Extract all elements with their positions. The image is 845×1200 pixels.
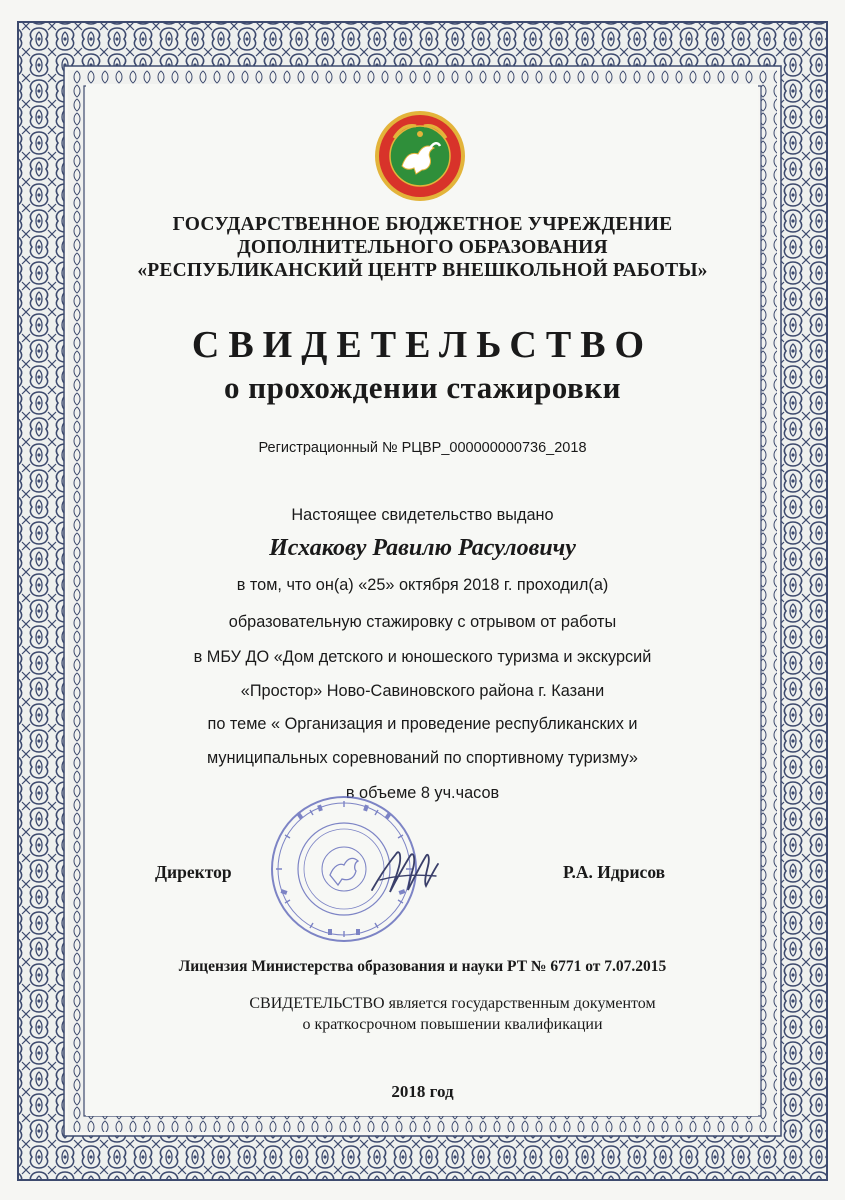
body-line-1: в том, что он(а) «25» октября 2018 г. проходил(а) (236, 576, 609, 594)
director-label: Директор (155, 862, 232, 882)
issued-to-text: Настоящее свидетельство выдано (291, 506, 554, 524)
note-line-1: СВИДЕТЕЛЬСТВО является государственным документом (249, 995, 656, 1012)
organization-line-3: «РЕСПУБЛИКАНСКИЙ ЦЕНТР ВНЕШКОЛЬНОЙ РАБОТЫ» (137, 260, 708, 281)
body-line-6: муниципальных соревнований по спортивному туризму» (206, 749, 638, 767)
issue-year: 2018 год (391, 1082, 454, 1101)
note-line-2: о краткосрочном повышении квалификации (302, 1016, 603, 1033)
recipient-name: Исхакову Равилю Расуловичу (269, 535, 576, 561)
handwritten-signature-icon (366, 836, 446, 900)
body-line-7: в объеме 8 уч.часов (345, 784, 500, 802)
body-line-4: «Простор» Ново-Савиновского района г. Казани (240, 682, 605, 700)
certificate-title: СВИДЕТЕЛЬСТВО (191, 324, 654, 366)
tatarstan-emblem-icon (372, 108, 468, 204)
body-line-3: в МБУ ДО «Дом детского и юношеского туризма и экскурсий (193, 648, 652, 666)
body-line-2: образовательную стажировку с отрывом от работы (228, 613, 617, 631)
body-line-5: по теме « Организация и проведение республиканских и (207, 715, 638, 733)
director-name: Р.А. Идрисов (563, 862, 666, 882)
license-text: Лицензия Министерства образования и науки РТ № 6771 от 7.07.2015 (178, 958, 667, 975)
organization-line-2: ДОПОЛНИТЕЛЬНОГО ОБРАЗОВАНИЯ (237, 237, 608, 258)
certificate-subtitle: о прохождении стажировки (223, 370, 622, 405)
registration-number: Регистрационный № РЦВР_000000000736_2018 (258, 440, 587, 456)
organization-line-1: ГОСУДАРСТВЕННОЕ БЮДЖЕТНОЕ УЧРЕЖДЕНИЕ (172, 214, 673, 235)
